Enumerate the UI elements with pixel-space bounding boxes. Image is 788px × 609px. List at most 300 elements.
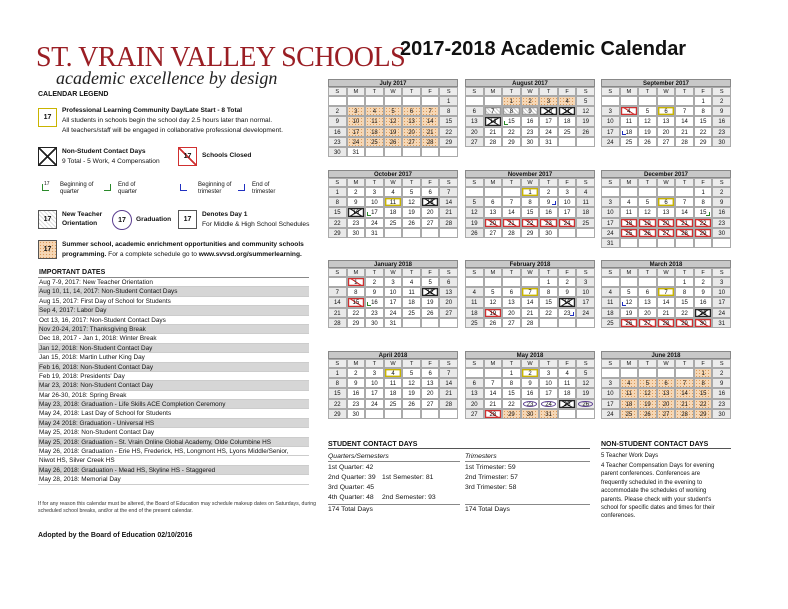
day-cell: 12 [620, 297, 639, 307]
weekday-header: F [558, 87, 577, 96]
day-cell: 25 [601, 318, 620, 328]
q4-count: 4th Quarter: 48 [328, 494, 374, 501]
weekday-header: M [620, 359, 639, 368]
weekday-header: S [439, 268, 458, 277]
district-logo-name: ST. VRAIN VALLEY SCHOOLS [36, 42, 406, 73]
day-cell: 25 [620, 409, 639, 419]
day-cell: 7 [328, 287, 347, 297]
day-cell: 27 [638, 318, 657, 328]
weekday-header: T [638, 178, 657, 187]
day-cell: 28 [439, 218, 458, 228]
day-cell: 19 [484, 308, 503, 318]
weekday-header: F [694, 359, 713, 368]
day-cell: 23 [365, 308, 384, 318]
day-cell: 31 [365, 228, 384, 238]
day-cell: 31 [539, 409, 558, 419]
important-date-item: Aug 15, 2017: First Day of School for Students [38, 297, 309, 306]
day-cell: 15 [521, 207, 540, 217]
month-june-2018 [601, 351, 731, 429]
total-qs: 174 Total Days [328, 504, 460, 514]
empty-cell [521, 277, 540, 287]
day-cell: 16 [712, 116, 731, 126]
day-cell: 9 [712, 197, 731, 207]
empty-cell [402, 318, 421, 328]
day-cell: 15 [328, 388, 347, 398]
day-cell: 21 [328, 308, 347, 318]
day-cell: 11 [558, 106, 577, 116]
weekday-header: S [465, 359, 484, 368]
day-cell: 25 [384, 218, 403, 228]
empty-cell [675, 368, 694, 378]
month-title: February 2018 [465, 260, 595, 268]
day-cell: 21 [484, 399, 503, 409]
day-cell: 29 [521, 228, 540, 238]
weekday-header: M [620, 178, 639, 187]
day-cell: 20 [421, 388, 440, 398]
weekday-header: S [601, 178, 620, 187]
day-cell: 24 [558, 218, 577, 228]
day-cell: 28 [484, 137, 503, 147]
weekday-header: T [539, 178, 558, 187]
day-cell: 4 [465, 287, 484, 297]
day-cell: 4 [365, 106, 384, 116]
weekday-header: F [421, 87, 440, 96]
day-cell: 4 [620, 106, 639, 116]
day-cell: 30 [347, 409, 366, 419]
day-cell: 30 [521, 137, 540, 147]
non-student-title: Non-Student Contact Days [62, 148, 146, 155]
empty-cell [384, 147, 403, 157]
day-cell: 1 [694, 368, 713, 378]
day-cell: 3 [365, 368, 384, 378]
weekday-header: W [384, 359, 403, 368]
day-cell: 15 [328, 207, 347, 217]
day-cell: 16 [694, 297, 713, 307]
non-student-body-line: parents. Please check with your student's [601, 496, 712, 503]
day-cell: 7 [657, 287, 676, 297]
day-cell: 17 [384, 297, 403, 307]
day-cell: 7 [675, 197, 694, 207]
day-cell: 2 [712, 187, 731, 197]
day-cell: 23 [694, 308, 713, 318]
month-title: March 2018 [601, 260, 731, 268]
day1-sub: For Middle & High School Schedules [202, 221, 310, 228]
day-cell: 24 [601, 228, 620, 238]
day-cell: 19 [638, 399, 657, 409]
day-cell: 11 [402, 287, 421, 297]
day-cell: 6 [657, 197, 676, 207]
day-cell: 22 [694, 127, 713, 137]
day-cell: 25 [620, 137, 639, 147]
day-cell: 16 [521, 388, 540, 398]
weekday-header: T [638, 359, 657, 368]
day-cell: 3 [558, 187, 577, 197]
month-title: September 2017 [601, 79, 731, 87]
day-cell: 12 [402, 197, 421, 207]
day-cell: 8 [502, 378, 521, 388]
day-cell: 12 [576, 106, 595, 116]
day-cell: 6 [502, 287, 521, 297]
day-cell: 23 [328, 137, 347, 147]
empty-cell [402, 96, 421, 106]
empty-cell [402, 228, 421, 238]
end-quarter-label: End of quarter [118, 182, 138, 195]
day-cell: 29 [694, 409, 713, 419]
day-cell: 4 [601, 287, 620, 297]
empty-cell [657, 238, 676, 248]
empty-cell [328, 96, 347, 106]
day-cell: 21 [439, 207, 458, 217]
day-cell: 25 [465, 318, 484, 328]
day-cell: 26 [576, 127, 595, 137]
month-title: July 2017 [328, 79, 458, 87]
day-cell: 23 [558, 308, 577, 318]
day-cell: 16 [347, 207, 366, 217]
day-cell: 18 [465, 308, 484, 318]
day-cell: 8 [439, 106, 458, 116]
non-student-body-line: accommodate the schedules of working [601, 488, 707, 495]
day-cell: 20 [465, 399, 484, 409]
weekday-header: T [502, 87, 521, 96]
day-cell: 17 [558, 207, 577, 217]
day-cell: 4 [558, 368, 577, 378]
day-cell: 3 [539, 96, 558, 106]
non-student-body-line: 4 Teacher Compensation Days for evening [601, 463, 715, 469]
new-teacher-label: New Teacher Orientation [62, 211, 103, 227]
weekday-header: M [484, 268, 503, 277]
day-cell: 5 [576, 96, 595, 106]
weekday-header: S [712, 268, 731, 277]
day-cell: 7 [521, 287, 540, 297]
end-quarter-icon [104, 184, 111, 191]
day-cell: 28 [521, 318, 540, 328]
graduation-legend-icon: 17 [112, 210, 132, 230]
day-cell: 18 [558, 116, 577, 126]
weekday-header: W [384, 178, 403, 187]
day-cell: 26 [638, 228, 657, 238]
day-cell: 29 [347, 318, 366, 328]
day-cell: 21 [484, 127, 503, 137]
empty-cell [638, 238, 657, 248]
day-cell: 16 [558, 297, 577, 307]
day-cell: 30 [365, 318, 384, 328]
day-cell: 13 [657, 388, 676, 398]
non-student-body-line: conferences. [601, 513, 636, 520]
empty-cell [576, 137, 595, 147]
day-cell: 19 [421, 297, 440, 307]
day-cell: 8 [328, 378, 347, 388]
day-cell: 13 [465, 388, 484, 398]
day-cell: 31 [712, 318, 731, 328]
day-cell: 1 [502, 96, 521, 106]
empty-cell [384, 96, 403, 106]
empty-cell [620, 187, 639, 197]
day-cell: 22 [675, 308, 694, 318]
empty-cell [576, 318, 595, 328]
day-cell: 30 [328, 147, 347, 157]
day-cell: 20 [502, 308, 521, 318]
day-cell: 12 [421, 287, 440, 297]
day-cell: 9 [347, 197, 366, 207]
day-cell: 18 [601, 308, 620, 318]
day-cell: 20 [657, 218, 676, 228]
day-cell: 28 [675, 228, 694, 238]
day-cell: 20 [421, 207, 440, 217]
day-cell: 29 [439, 137, 458, 147]
day-cell: 26 [484, 318, 503, 328]
summer-link[interactable]: www.svvsd.org/summerlearning. [198, 251, 302, 258]
day-cell: 13 [402, 116, 421, 126]
day-cell: 25 [402, 308, 421, 318]
day-cell: 18 [365, 127, 384, 137]
day-cell: 6 [439, 277, 458, 287]
day-cell: 16 [712, 388, 731, 398]
district-tagline: academic excellence by design [56, 68, 278, 88]
weekday-header: S [328, 178, 347, 187]
day-cell: 19 [576, 116, 595, 126]
trimesters-heading: Trimesters [465, 452, 590, 462]
weekday-header: S [712, 87, 731, 96]
day-cell: 1 [694, 187, 713, 197]
day-cell: 26 [638, 137, 657, 147]
day-cell: 27 [502, 318, 521, 328]
day-cell: 26 [402, 218, 421, 228]
weekday-header: W [521, 87, 540, 96]
t1-count: 1st Trimester: 59 [465, 464, 516, 471]
teacher-work-days: 5 Teacher Work Days [601, 453, 659, 459]
weekday-header: S [576, 359, 595, 368]
day-cell: 1 [328, 187, 347, 197]
day-cell: 15 [675, 297, 694, 307]
day-cell: 9 [328, 116, 347, 126]
day-cell: 1 [439, 96, 458, 106]
day-cell: 22 [502, 399, 521, 409]
day-cell: 15 [347, 297, 366, 307]
day-cell: 9 [694, 287, 713, 297]
day-cell: 2 [558, 277, 577, 287]
day-cell: 27 [439, 308, 458, 318]
empty-cell [439, 318, 458, 328]
empty-cell [576, 409, 595, 419]
day-cell: 3 [576, 277, 595, 287]
day-cell: 2 [521, 368, 540, 378]
day-cell: 14 [675, 388, 694, 398]
weekday-header: T [638, 87, 657, 96]
weekday-header: T [402, 87, 421, 96]
s1-count: 1st Semester: 81 [382, 474, 434, 481]
day-cell: 13 [502, 297, 521, 307]
weekday-header: T [402, 359, 421, 368]
schools-closed-legend-icon: 17 [178, 147, 197, 166]
weekday-header: M [484, 178, 503, 187]
day-cell: 2 [521, 96, 540, 106]
day-cell: 18 [384, 388, 403, 398]
day-cell: 16 [521, 116, 540, 126]
important-date-item: Niwot HS, Silver Creek HS [38, 456, 309, 465]
weekday-header: S [328, 87, 347, 96]
day-cell: 21 [421, 127, 440, 137]
day-cell: 5 [620, 287, 639, 297]
day-cell: 19 [576, 388, 595, 398]
day-cell: 17 [539, 388, 558, 398]
weekday-header: T [502, 359, 521, 368]
day-cell: 17 [601, 127, 620, 137]
empty-cell [620, 368, 639, 378]
month-april-2018 [328, 351, 458, 429]
non-student-heading: NON-STUDENT CONTACT DAYS [601, 441, 731, 449]
day-cell: 23 [521, 399, 540, 409]
important-date-item: Aug 7-9, 2017: New Teacher Orientation [38, 278, 309, 287]
schools-closed-title: Schools Closed [202, 152, 252, 159]
day-cell: 7 [439, 368, 458, 378]
day-cell: 11 [384, 378, 403, 388]
month-october-2017 [328, 170, 458, 248]
day-cell: 10 [601, 116, 620, 126]
day-cell: 12 [576, 378, 595, 388]
important-date-item: May 26, 2018: Graduation - Erie HS, Frederick, HS, Longmont HS, Lyons Middle/Senior, [38, 447, 309, 456]
day-cell: 12 [402, 378, 421, 388]
day-cell: 7 [421, 106, 440, 116]
day-cell: 9 [712, 378, 731, 388]
day-cell: 22 [539, 308, 558, 318]
day-cell: 29 [694, 228, 713, 238]
weekday-header: S [328, 268, 347, 277]
day-cell: 21 [675, 218, 694, 228]
weekday-header: T [365, 87, 384, 96]
day-cell: 16 [328, 127, 347, 137]
month-july-2017 [328, 79, 458, 157]
day-cell: 25 [558, 127, 577, 137]
day-cell: 22 [521, 218, 540, 228]
day-cell: 6 [657, 378, 676, 388]
month-august-2017 [465, 79, 595, 157]
day-cell: 20 [657, 399, 676, 409]
weekday-header: T [365, 359, 384, 368]
weekday-header: F [694, 268, 713, 277]
day-cell: 11 [384, 197, 403, 207]
important-dates-list [38, 278, 309, 485]
day-cell: 7 [675, 106, 694, 116]
day-cell: 14 [439, 197, 458, 207]
important-date-item: May 24 2018: Graduation - Universal HS [38, 419, 309, 428]
month-title: June 2018 [601, 351, 731, 359]
day-cell: 24 [384, 308, 403, 318]
weekday-header: T [675, 178, 694, 187]
empty-cell [657, 368, 676, 378]
weekday-header: T [502, 268, 521, 277]
weekday-header: S [576, 268, 595, 277]
day-cell: 4 [620, 378, 639, 388]
day-cell: 12 [384, 116, 403, 126]
day-cell: 23 [347, 399, 366, 409]
day-cell: 25 [384, 399, 403, 409]
page-title: 2017-2018 Academic Calendar [400, 38, 687, 60]
important-date-item: Mar 23, 2018: Non-Student Contact Day [38, 381, 309, 390]
day-cell: 24 [539, 399, 558, 409]
day-cell: 19 [402, 388, 421, 398]
empty-cell [347, 96, 366, 106]
begin-trimester-label: Beginning of trimester [198, 182, 232, 195]
day-cell: 4 [402, 277, 421, 287]
weekday-header: W [657, 359, 676, 368]
day-cell: 13 [421, 197, 440, 207]
fine-print: If for any reason this calendar must be altered, the Board of Education may schedule makeup dates on Saturdays, during scheduled school breaks, and/or at the end of the present calendar. [38, 501, 316, 514]
q2-count: 2nd Quarter: 39 [328, 474, 376, 481]
plc-line1: All students in schools begin the school day 2.5 hours later than normal. [62, 117, 273, 124]
day-cell: 8 [502, 106, 521, 116]
month-title: May 2018 [465, 351, 595, 359]
day-cell: 3 [384, 277, 403, 287]
day-cell: 5 [638, 197, 657, 207]
empty-cell [601, 96, 620, 106]
day-cell: 1 [675, 277, 694, 287]
month-december-2017 [601, 170, 731, 248]
day-cell: 7 [439, 187, 458, 197]
empty-cell [484, 96, 503, 106]
day-cell: 15 [694, 388, 713, 398]
total-trimesters: 174 Total Days [465, 504, 590, 514]
day-cell: 10 [601, 207, 620, 217]
day-cell: 14 [502, 207, 521, 217]
day-cell: 4 [384, 187, 403, 197]
day-cell: 24 [539, 127, 558, 137]
empty-cell [558, 318, 577, 328]
day-cell: 14 [675, 207, 694, 217]
important-date-item: May 26, 2018: Graduation - Mead HS, Skyline HS - Staggered [38, 466, 309, 475]
day-cell: 24 [712, 308, 731, 318]
weekday-header: S [712, 178, 731, 187]
day-cell: 11 [620, 207, 639, 217]
empty-cell [502, 187, 521, 197]
day-cell: 10 [539, 378, 558, 388]
weekday-header: M [620, 87, 639, 96]
weekday-header: S [439, 359, 458, 368]
day-cell: 27 [657, 409, 676, 419]
weekday-header: M [347, 87, 366, 96]
day-cell: 14 [328, 297, 347, 307]
important-date-item: Nov 20-24, 2017: Thanksgiving Break [38, 325, 309, 334]
day-cell: 5 [465, 197, 484, 207]
non-student-sub: 9 Total - 5 Work, 4 Compensation [62, 158, 160, 165]
month-title: December 2017 [601, 170, 731, 178]
end-trimester-label: End of trimester [252, 182, 276, 195]
empty-cell [576, 228, 595, 238]
day-cell: 13 [657, 207, 676, 217]
day-cell: 15 [694, 207, 713, 217]
day-cell: 26 [402, 399, 421, 409]
weekday-header: W [657, 268, 676, 277]
day-cell: 5 [576, 368, 595, 378]
day-cell: 10 [384, 287, 403, 297]
day-cell: 22 [347, 308, 366, 318]
end-trimester-icon [238, 184, 245, 191]
empty-cell [365, 96, 384, 106]
weekday-header: T [402, 178, 421, 187]
empty-cell [502, 277, 521, 287]
day-cell: 17 [601, 218, 620, 228]
empty-cell [439, 228, 458, 238]
weekday-header: S [439, 87, 458, 96]
day-cell: 2 [712, 368, 731, 378]
adopted-note: Adopted by the Board of Education 02/10/2016 [38, 532, 193, 539]
day-cell: 1 [328, 368, 347, 378]
empty-cell [365, 147, 384, 157]
day-cell: 3 [712, 277, 731, 287]
weekday-header: T [365, 178, 384, 187]
day-cell: 25 [576, 218, 595, 228]
day-cell: 17 [365, 207, 384, 217]
day-cell: 27 [657, 228, 676, 238]
